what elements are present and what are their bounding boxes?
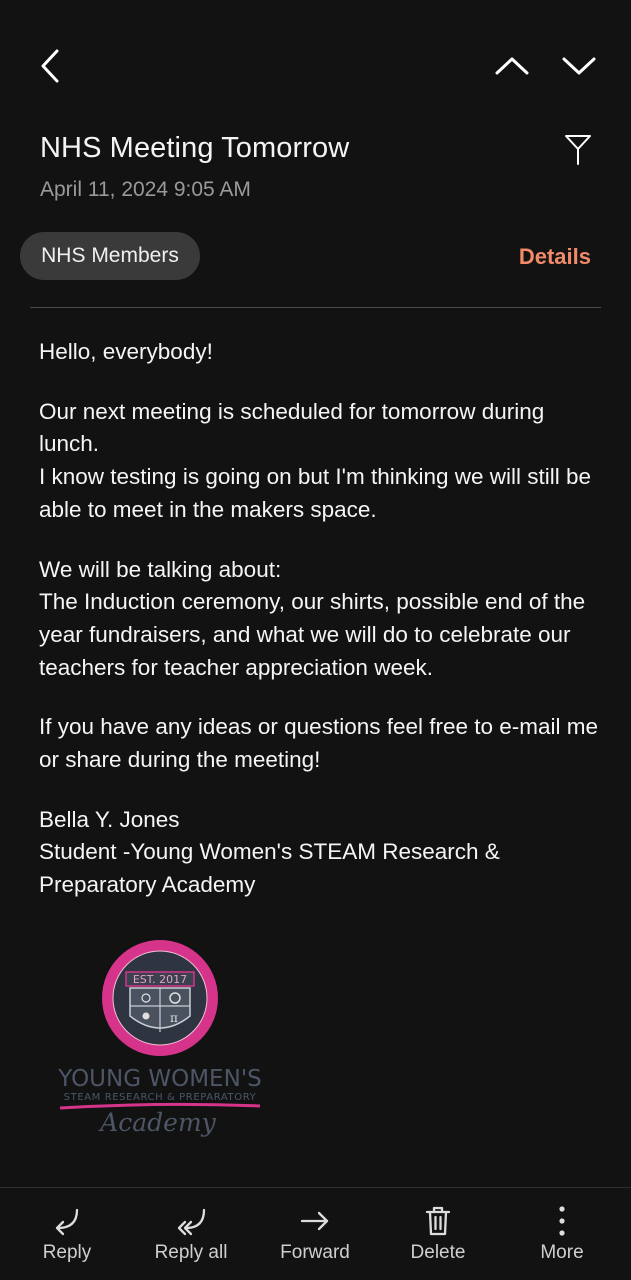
- svg-text:π: π: [170, 1011, 178, 1025]
- body-line: The Induction ceremony, our shirts, possible end of the year fundraisers, and what we will do to celebrate our teachers for teacher appreciation week.: [39, 589, 586, 680]
- reply-all-label: Reply all: [154, 1242, 228, 1263]
- reply-icon: [52, 1206, 82, 1236]
- email-body: [39, 336, 599, 929]
- forward-arrow-icon: [299, 1206, 331, 1236]
- header-divider: [30, 307, 601, 308]
- email-datetime: April 11, 2024 9:05 AM: [40, 178, 251, 201]
- chevron-up-icon: [495, 56, 529, 76]
- body-paragraph: [39, 711, 599, 776]
- body-line: If you have any ideas or questions feel free to e-mail me or share during the meeting!: [39, 714, 599, 773]
- academy-logo: [50, 932, 280, 1147]
- body-line: Hello, everybody!: [39, 339, 213, 364]
- previous-email-button[interactable]: [490, 46, 534, 86]
- logo-name-line2: STEAM RESEARCH & PREPARATORY: [63, 1092, 257, 1103]
- body-line: Our next meeting is scheduled for tomorrow during lunch.: [39, 398, 545, 457]
- reply-button[interactable]: [7, 1188, 127, 1280]
- details-link[interactable]: Details: [518, 244, 591, 269]
- trash-icon: [424, 1205, 452, 1237]
- body-line: I know testing is going on but I'm thinking we will still be able to meet in the makers space.: [39, 464, 592, 522]
- logo-name-line3: Academy: [100, 1108, 216, 1137]
- more-vertical-icon: [557, 1205, 567, 1237]
- more-button[interactable]: [502, 1188, 622, 1280]
- reply-all-icon: [174, 1206, 208, 1236]
- body-paragraph: [39, 554, 599, 685]
- delete-label: Delete: [410, 1242, 466, 1263]
- recipient-chip[interactable]: NHS Members: [20, 232, 200, 280]
- delete-button[interactable]: [378, 1188, 498, 1280]
- flag-icon: [563, 133, 593, 167]
- chevron-left-icon: [40, 49, 60, 83]
- signature: [39, 804, 599, 902]
- flag-button[interactable]: [558, 130, 598, 170]
- logo-established: EST. 2017: [132, 973, 188, 986]
- body-line: We will be talking about:: [39, 556, 282, 582]
- chevron-down-icon: [562, 56, 596, 76]
- signature-name: Bella Y. Jones: [39, 806, 180, 832]
- email-subject: NHS Meeting Tomorrow: [40, 132, 350, 164]
- signature-title: Student -Young Women's STEAM Research & Preparatory Academy: [39, 839, 500, 898]
- forward-button[interactable]: [255, 1188, 375, 1280]
- back-button[interactable]: [30, 46, 70, 86]
- bottom-action-bar: [0, 1187, 631, 1280]
- reply-label: Reply: [42, 1242, 92, 1263]
- logo-name-line1: YOUNG WOMEN'S: [58, 1066, 262, 1092]
- body-paragraph: [39, 336, 599, 369]
- more-label: More: [540, 1242, 584, 1263]
- next-email-button[interactable]: [557, 46, 601, 86]
- body-paragraph: [39, 396, 599, 527]
- forward-label: Forward: [280, 1242, 350, 1263]
- reply-all-button[interactable]: [131, 1188, 251, 1280]
